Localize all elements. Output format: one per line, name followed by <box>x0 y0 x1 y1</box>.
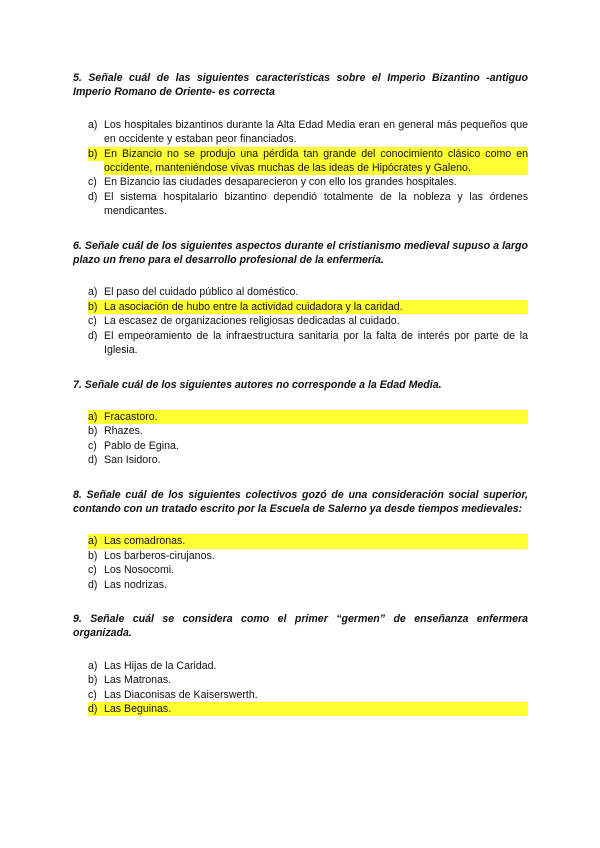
option-d <box>73 702 528 716</box>
option-letter: d) <box>88 578 98 591</box>
option-list <box>73 118 528 219</box>
option-c <box>73 314 528 328</box>
option-letter: d) <box>88 190 98 203</box>
option-text: Las Beguinas. <box>104 702 528 716</box>
option-text: Las comadronas. <box>104 534 528 548</box>
option-a <box>73 285 528 299</box>
option-text: La escasez de organizaciones religiosas dedicadas al cuidado. <box>104 315 400 328</box>
option-d <box>73 453 528 467</box>
option-a <box>73 410 528 424</box>
option-text: En Bizancio las ciudades desaparecieron y con ello los grandes hospitales. <box>104 176 457 189</box>
option-b <box>73 549 528 563</box>
option-c <box>73 563 528 577</box>
option-letter: d) <box>88 329 98 342</box>
option-text: Pablo de Egina. <box>104 439 179 452</box>
option-text: San Isidoro. <box>104 454 161 467</box>
option-text: Fracastoro. <box>104 410 528 424</box>
option-text: El sistema hospitalario bizantino dependió totalmente de la nobleza y las órdenes mendicantes. <box>104 190 528 218</box>
option-letter: a) <box>88 286 98 299</box>
option-text: Las Diaconisas de Kaiserswerth. <box>104 688 258 701</box>
option-letter: a) <box>88 410 104 424</box>
option-letter: c) <box>88 176 97 189</box>
option-text: Las Hijas de la Caridad. <box>104 659 217 672</box>
option-letter: c) <box>88 688 97 701</box>
option-letter: d) <box>88 454 98 467</box>
option-d <box>73 190 528 219</box>
option-d <box>73 578 528 592</box>
question-9 <box>73 612 528 716</box>
option-c <box>73 439 528 453</box>
option-c <box>73 175 528 189</box>
question-text: 8. Señale cuál de los siguientes colectivos gozó de una consideración social superior, contando con un tratado escrito por la Escuela de Salerno ya desde tiempos medievales: <box>73 488 528 515</box>
option-b <box>73 147 528 176</box>
question-7 <box>73 378 528 468</box>
option-a <box>73 534 528 548</box>
option-b <box>73 673 528 687</box>
option-letter: c) <box>88 564 97 577</box>
question-text: 6. Señale cuál de los siguientes aspectos durante el cristianismo medieval supuso a largo plazo un freno para el desarrollo profesional de la enfermería. <box>73 239 528 267</box>
option-text: El empeoramiento de la infraestructura sanitaria por la falta de interés por parte de la Iglesia. <box>104 329 528 357</box>
option-letter: b) <box>88 425 98 438</box>
option-letter: b) <box>88 147 104 161</box>
option-a <box>73 659 528 673</box>
question-5 <box>73 71 528 219</box>
option-list <box>73 534 528 592</box>
option-letter: d) <box>88 702 104 716</box>
question-list <box>73 71 528 736</box>
option-a <box>73 118 528 147</box>
option-text: Los Nosocomi. <box>104 564 175 577</box>
option-text: Los barberos-cirujanos. <box>104 549 215 562</box>
option-text: En Bizancio no se produjo una pérdida tan grande del conocimiento clásico como en occidente, manteniéndose vivas muchas de las ideas de Hipócrates y Galeno. <box>104 147 528 175</box>
option-letter: c) <box>88 439 97 452</box>
question-text: 9. Señale cuál se considera como el primer “germen” de enseñanza enfermera organizada. <box>73 612 528 640</box>
option-letter: b) <box>88 549 98 562</box>
option-letter: a) <box>88 659 98 672</box>
option-list <box>73 410 528 468</box>
option-list <box>73 285 528 357</box>
option-text: Rhazes. <box>104 425 143 438</box>
option-text: La asociación de hubo entre la actividad cuidadora y la caridad. <box>104 300 528 314</box>
option-letter: b) <box>88 674 98 687</box>
option-letter: c) <box>88 315 97 328</box>
question-text: 7. Señale cuál de los siguientes autores no corresponde a la Edad Media. <box>73 378 442 391</box>
option-list <box>73 659 528 717</box>
option-letter: a) <box>88 118 98 131</box>
option-letter: a) <box>88 534 104 548</box>
option-text: Los hospitales bizantinos durante la Alta Edad Media eran en general más pequeños que en occidente y estaban peor financiados. <box>104 118 528 146</box>
option-c <box>73 688 528 702</box>
option-text: Las nodrizas. <box>104 578 168 591</box>
option-b <box>73 300 528 314</box>
question-6 <box>73 239 528 358</box>
question-text: 5. Señale cuál de las siguientes características sobre el Imperio Bizantino -antiguo Imperio Romano de Oriente- es correcta <box>73 72 528 99</box>
option-text: Las Matronas. <box>104 674 172 687</box>
option-d <box>73 329 528 358</box>
option-text: El paso del cuidado público al doméstico. <box>104 286 299 299</box>
option-letter: b) <box>88 300 104 314</box>
question-8 <box>73 488 528 592</box>
option-b <box>73 424 528 438</box>
